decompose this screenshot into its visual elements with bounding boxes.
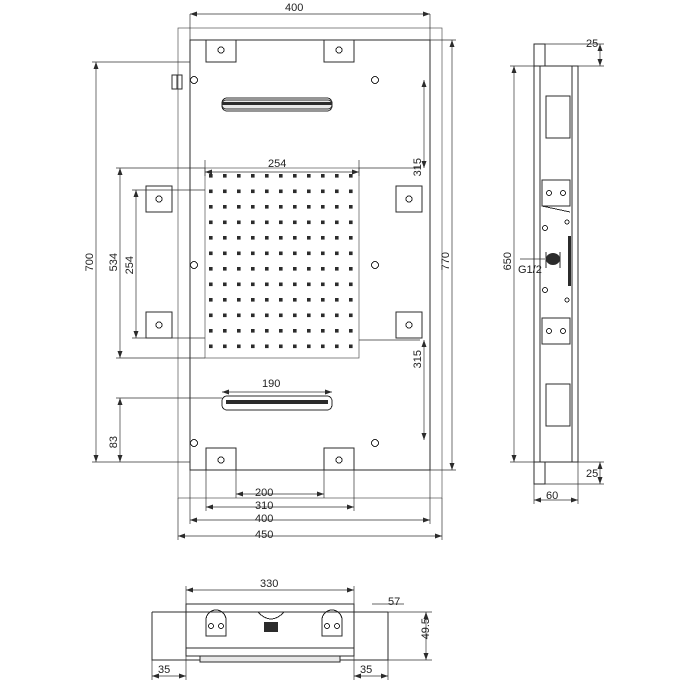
dim-front-width-310: 310 — [255, 500, 274, 512]
dim-nozzle-height-254: 254 — [124, 256, 136, 275]
dim-bottom-width-330: 330 — [260, 578, 279, 590]
thread-label-g12: G1/2 — [518, 264, 542, 276]
dim-side-depth-60: 60 — [546, 490, 559, 502]
dim-front-height-83: 83 — [108, 436, 120, 449]
dim-side-top-25: 25 — [586, 38, 599, 50]
dim-front-height-770: 770 — [440, 252, 452, 271]
dim-front-height-534: 534 — [108, 253, 120, 272]
dim-front-height-315-top: 315 — [412, 158, 424, 177]
dim-bottom-height-495: 49.5 — [420, 618, 432, 640]
dim-bottom-right-35: 35 — [360, 664, 373, 676]
dim-front-width-450: 450 — [255, 529, 274, 541]
nozzle-matrix — [209, 174, 353, 348]
dim-front-width-200: 200 — [255, 487, 274, 499]
dim-side-height-650: 650 — [502, 252, 514, 271]
dim-bottom-depth-57: 57 — [388, 596, 401, 608]
front-view — [92, 12, 456, 541]
dim-front-height-700: 700 — [84, 253, 96, 272]
dim-bottom-left-35: 35 — [158, 664, 171, 676]
dim-nozzle-width-254: 254 — [268, 158, 287, 170]
dim-slot-bottom-190: 190 — [262, 378, 281, 390]
dim-side-bottom-25: 25 — [586, 468, 599, 480]
dim-front-width-400: 400 — [255, 513, 274, 525]
dim-front-top-width: 400 — [285, 2, 304, 14]
dim-front-height-315-bottom: 315 — [412, 350, 424, 369]
